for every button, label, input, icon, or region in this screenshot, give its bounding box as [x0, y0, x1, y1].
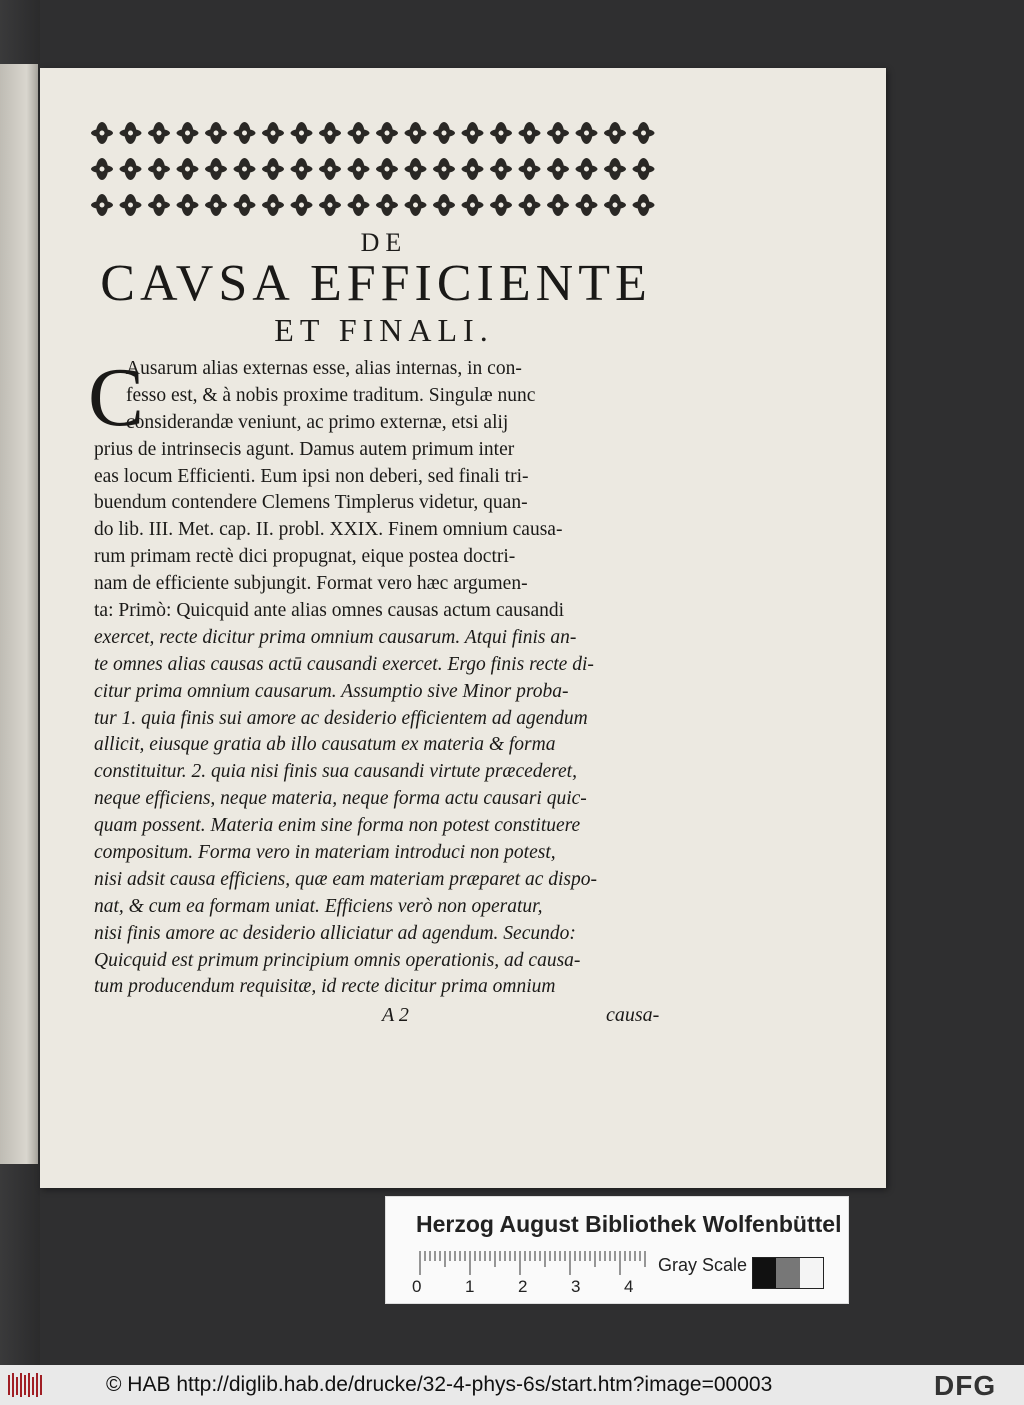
library-color-card — [385, 1196, 849, 1304]
gray-scale-swatches — [752, 1257, 824, 1289]
title-main: CAVSA EFFICIENTE — [100, 255, 652, 312]
ruler-number: 1 — [465, 1277, 475, 1296]
text-line: nam de efficiente subjungit. Format vero hæc argumen- — [94, 573, 528, 595]
text-line: te omnes alias causas actū causandi exercet. Ergo finis recte di- — [94, 653, 594, 675]
text-line: rum primam rectè dici propugnat, eique postea doctri- — [94, 546, 516, 568]
library-name: Herzog August Bibliothek Wolfenbüttel — [416, 1211, 842, 1237]
hab-logo-icon — [6, 1371, 46, 1399]
text-line: constituitur. 2. quia nisi finis sua causandi virtute præcederet, — [94, 761, 577, 783]
dfg-logo: DFG — [934, 1370, 997, 1401]
text-line: neque efficiens, neque materia, neque forma actu causari quic- — [94, 788, 587, 810]
ruler-number: 3 — [571, 1277, 581, 1296]
text-line: tum producendum requisitæ, id recte dicitur prima omnium — [94, 976, 556, 998]
text-line: fesso est, & à nobis proxime traditum. Singulæ nunc — [126, 384, 536, 406]
gray-swatch — [776, 1258, 799, 1288]
text-line: Ausarum alias externas esse, alias internas, in con- — [126, 358, 522, 379]
text-line: do lib. III. Met. cap. II. probl. XXIX. Finem omnium causa- — [94, 519, 563, 541]
gray-swatch — [800, 1258, 823, 1288]
measurement-ruler — [418, 1251, 646, 1277]
ruler-number: 4 — [624, 1277, 634, 1296]
text-line: allicit, eiusque gratia ab illo causatum ex materia & forma — [94, 734, 556, 756]
text-line: Quicquid est primum principium omnis operationis, ad causa- — [94, 949, 581, 971]
text-line: exercet, recte dicitur prima omnium causarum. Atqui finis an- — [94, 626, 577, 648]
text-line: ta: Primò: Quicquid ante alias omnes causas actum causandi — [94, 600, 565, 622]
body-text — [94, 356, 666, 1001]
gray-swatch — [753, 1258, 776, 1288]
text-line: quam possent. Materia enim sine forma non potest constituere — [94, 815, 581, 837]
title-line-de: DE — [360, 228, 408, 257]
text-line: compositum. Forma vero in materiam introduci non potest, — [94, 842, 556, 864]
drop-cap: C — [88, 351, 145, 444]
ruler-number: 0 — [412, 1277, 422, 1296]
text-line: tur 1. quia finis sui amore ac desiderio efficientem ad agendum — [94, 707, 588, 729]
ruler-number: 2 — [518, 1277, 528, 1296]
footer-bar — [0, 1365, 1024, 1405]
text-line: citur prima omnium causarum. Assumptio sive Minor proba- — [94, 680, 569, 702]
text-line: nat, & cum ea formam uniat. Efficiens verò non operatur, — [94, 895, 543, 917]
catchword: causa- — [606, 1004, 660, 1026]
text-line: prius de intrinsecis agunt. Damus autem primum inter — [94, 438, 515, 460]
gray-scale-label: Gray Scale — [658, 1255, 748, 1275]
title-subtitle: ET FINALI. — [274, 312, 494, 348]
footer-source-url[interactable]: © HAB http://diglib.hab.de/drucke/32-4-phys-6s/start.htm?image=00003 — [106, 1373, 773, 1396]
text-line: buendum contendere Clemens Timplerus videtur, quan- — [94, 492, 528, 514]
signature-mark: A 2 — [382, 1004, 409, 1026]
text-line: nisi adsit causa efficiens, quæ eam materiam præparet ac dispo- — [94, 868, 597, 890]
text-line: eas locum Efficienti. Eum ipsi non deberi, sed finali tri- — [94, 465, 529, 487]
text-line: considerandæ veniunt, ac primo externæ, etsi alij — [126, 411, 509, 433]
text-line: nisi finis amore ac desiderio alliciatur ad agendum. Secundo: — [94, 922, 576, 944]
ornamental-header-band — [88, 115, 662, 225]
